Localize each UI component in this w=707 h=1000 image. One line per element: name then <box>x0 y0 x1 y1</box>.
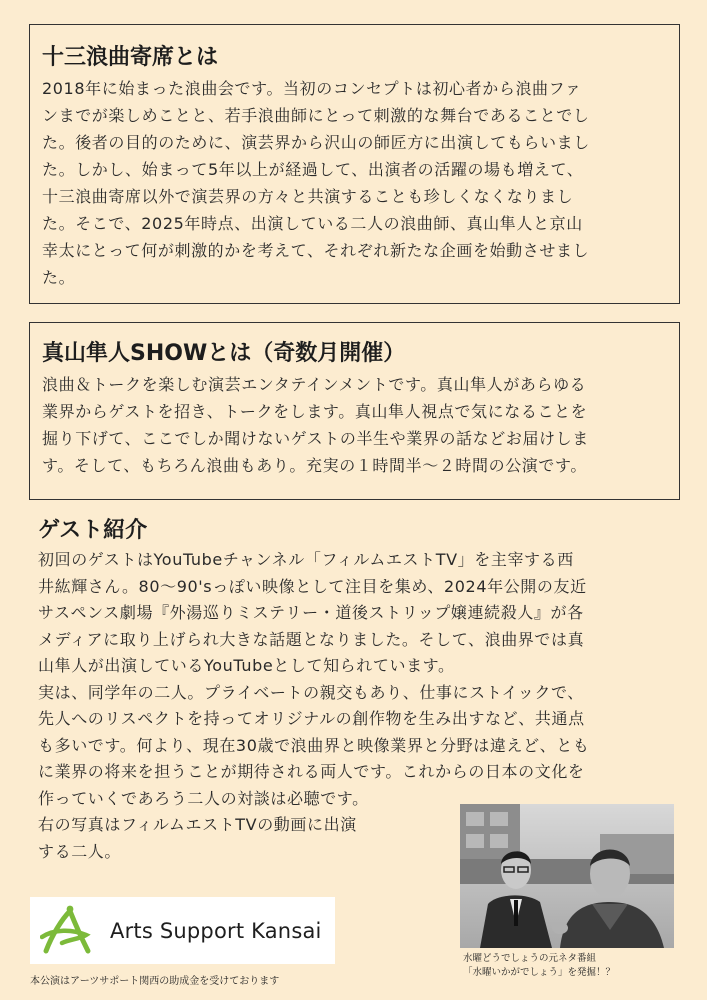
grant-footnote: 本公演はアーツサポート関西の助成金を受けております <box>30 976 280 987</box>
photo-caption <box>463 952 615 980</box>
text-line: 幸太にとって何が刺激的かを考えて、それぞれ新たな企画を始動させまし <box>42 241 590 260</box>
text-line: た。 <box>42 268 76 287</box>
caption-line: 水曜どうでしょうの元ネタ番組 <box>463 953 597 964</box>
text-line: も多いです。何より、現在30歳で浪曲界と映像業界と分野は違えど、とも <box>38 735 590 755</box>
text-line: ンまでが楽しめことと、若手浪曲師にとって刺激的な舞台であることでし <box>42 106 590 125</box>
text-line: 掘り下げて、ここでしか聞けないゲストの半生や業界の話などお届けしま <box>42 429 589 448</box>
text-line: 十三浪曲寄席以外で演芸界の方々と共演することも珍しくなくなりまし <box>42 187 574 206</box>
text-line: 作っていくであろう二人の対談は必聴です。 <box>38 788 369 808</box>
text-line: 業界からゲストを招き、トークをします。真山隼人視点で気になることを <box>42 402 588 421</box>
text-line: 山隼人が出演しているYouTubeとして知られています。 <box>38 656 455 675</box>
arts-support-kansai-logo <box>30 897 335 964</box>
section-about-juso-rokyoku <box>29 24 680 304</box>
text-line: 浪曲＆トークを楽しむ演芸エンタテインメントです。真山隼人があらゆる <box>42 375 587 394</box>
text-line: に業界の将来を担うことが期待される両人です。これからの日本の文化を <box>38 762 585 781</box>
text-line: 井紘輝さん。80〜90'sっぽい映像として注目を集め、2024年公開の友近 <box>38 576 587 596</box>
section-hayato-show <box>29 322 680 500</box>
caption-line: 「水曜いかがでしょう」を発掘！？ <box>463 967 616 978</box>
guest-photo-image <box>460 804 674 948</box>
section-title: 真山隼人SHOWとは（奇数月開催） <box>42 341 406 366</box>
text-line: 初回のゲストはYouTubeチャンネル「フィルムエストTV」を主宰する西 <box>38 550 574 569</box>
text-line: する二人。 <box>38 841 122 861</box>
section-title: ゲスト紹介 <box>38 518 148 543</box>
text-line: た。後者の目的のために、演芸界から沢山の師匠方に出演してもらいまし <box>42 133 590 152</box>
logo-text: Arts Support Kansai <box>110 918 322 943</box>
text-line: た。そこで、2025年時点、出演している二人の浪曲師、真山隼人と京山 <box>42 214 583 233</box>
text-line: 実は、同学年の二人。プライベートの親交もあり、仕事にストイックで、 <box>38 682 584 702</box>
text-line: す。そして、もちろん浪曲もあり。充実の１時間半〜２時間の公演です。 <box>42 456 587 475</box>
arts-support-kansai-logo-icon <box>40 905 98 957</box>
section-body <box>42 75 667 291</box>
text-line: 2018年に始まった浪曲会です。当初のコンセプトは初心者から浪曲ファ <box>42 79 582 98</box>
text-line: サスペンス劇場『外湯巡りミステリー・道後ストリップ嬢連続殺人』が各 <box>38 603 584 622</box>
text-line: た。しかし、始まって5年以上が経過して、出演者の活躍の場も増えて、 <box>42 160 584 179</box>
section-body <box>42 371 667 479</box>
text-line: 右の写真はフィルムエストTVの動画に出演 <box>38 815 357 834</box>
section-title: 十三浪曲寄席とは <box>42 45 219 70</box>
guest-photo <box>460 804 674 948</box>
text-line: 先人へのリスペクトを持ってオリジナルの創作物を生み出すなど、共通点 <box>38 709 585 728</box>
text-line: メディアに取り上げられ大きな話題となりました。そして、浪曲界では真 <box>38 629 585 649</box>
